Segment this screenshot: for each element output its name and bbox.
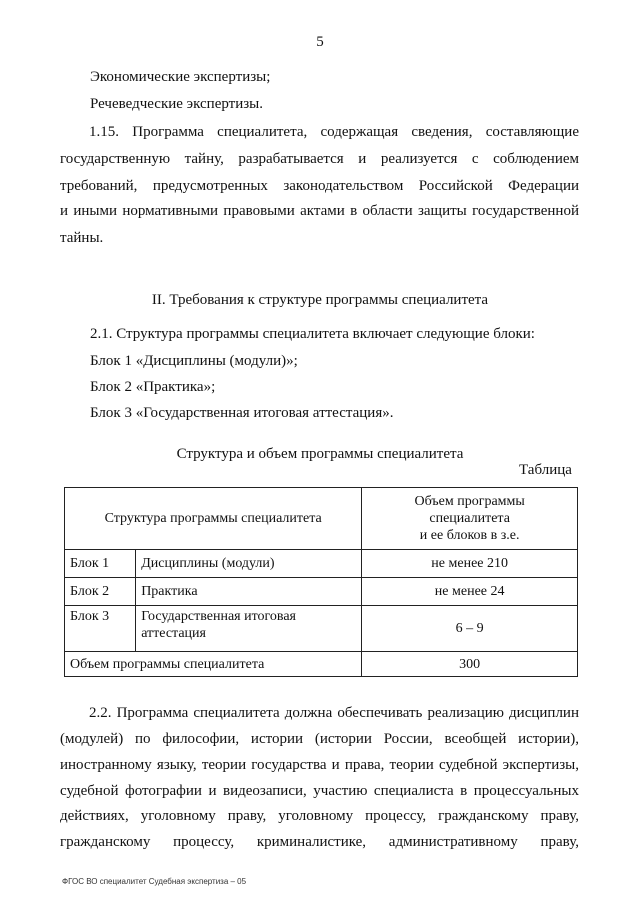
table-row bbox=[65, 606, 578, 652]
header-volume bbox=[362, 488, 578, 550]
row-code: Блок 3 bbox=[65, 606, 136, 652]
text-line: Блок 3 «Государственная итоговая аттестация». bbox=[90, 405, 394, 421]
text-line: 2.1. Структура программы специалитета включает следующие блоки: bbox=[90, 326, 535, 342]
total-label: Объем программы специалитета bbox=[65, 652, 362, 677]
table-label: Таблица bbox=[519, 462, 572, 478]
row-name-line: аттестация bbox=[141, 626, 206, 641]
total-value: 300 bbox=[362, 652, 578, 677]
paragraph-line: действиях, уголовному праву, уголовному процессу, гражданскому праву, bbox=[60, 808, 579, 824]
paragraph-line: 2.2. Программа специалитета должна обеспечивать реализацию дисциплин bbox=[89, 705, 579, 721]
row-code: Блок 1 bbox=[65, 550, 136, 578]
row-value: 6 – 9 bbox=[362, 606, 578, 652]
paragraph-line: иностранному языку, теории государства и права, теории судебной экспертизы, bbox=[60, 757, 579, 773]
paragraph-line: 1.15. Программа специалитета, содержащая сведения, составляющие bbox=[89, 124, 579, 140]
paragraph-line: гражданскому процессу, криминалистике, административному праву, bbox=[60, 834, 579, 850]
table-header-row bbox=[65, 488, 578, 550]
table-row bbox=[65, 578, 578, 606]
header-volume-line: специалитета bbox=[429, 511, 510, 526]
paragraph-line: требований, предусмотренных законодательством Российской Федерации bbox=[60, 178, 579, 194]
table-title: Структура и объем программы специалитета bbox=[176, 446, 464, 462]
table-row bbox=[65, 550, 578, 578]
structure-table bbox=[64, 487, 578, 677]
row-name: Дисциплины (модули) bbox=[136, 550, 362, 578]
paragraph-line: и иными нормативными правовыми актами в области защиты государственной bbox=[60, 203, 579, 219]
header-structure: Структура программы специалитета bbox=[65, 488, 362, 550]
section-heading: II. Требования к структуре программы специалитета bbox=[151, 292, 489, 308]
row-name bbox=[136, 606, 362, 652]
header-volume-line: Объем программы bbox=[414, 494, 525, 509]
paragraph-line: судебной фотографии и видеозаписи, участию специалиста в процессуальных bbox=[60, 783, 579, 799]
header-volume-line: и ее блоков в з.е. bbox=[419, 528, 520, 543]
table-total-row bbox=[65, 652, 578, 677]
text-line: Блок 2 «Практика»; bbox=[90, 379, 216, 395]
row-name: Практика bbox=[136, 578, 362, 606]
row-value: не менее 24 bbox=[362, 578, 578, 606]
paragraph-line: тайны. bbox=[60, 230, 104, 246]
page-footer: ФГОС ВО специалитет Судебная экспертиза – 05 bbox=[62, 877, 247, 886]
row-code: Блок 2 bbox=[65, 578, 136, 606]
text-line: Блок 1 «Дисциплины (модули)»; bbox=[90, 353, 298, 369]
row-value: не менее 210 bbox=[362, 550, 578, 578]
text-line: Речеведческие экспертизы. bbox=[90, 96, 264, 112]
paragraph-line: (модулей) по философии, истории (истории России, всеобщей истории), bbox=[60, 731, 579, 747]
page-number: 5 bbox=[316, 34, 324, 50]
paragraph-line: государственную тайну, разрабатывается и реализуется с соблюдением bbox=[60, 151, 579, 167]
row-name-line: Государственная итоговая bbox=[141, 609, 296, 624]
text-line: Экономические экспертизы; bbox=[90, 69, 271, 85]
